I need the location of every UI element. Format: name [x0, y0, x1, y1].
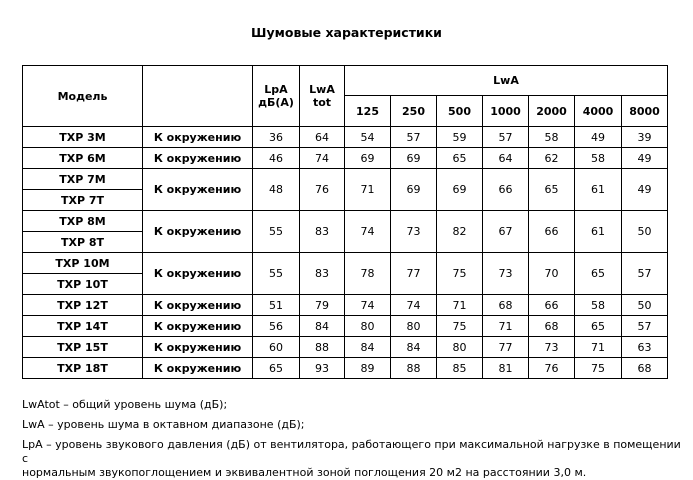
- band-cell-500: 65: [437, 148, 483, 169]
- model-cell: TXP 18T: [23, 358, 143, 379]
- band-cell-8000: 63: [622, 337, 668, 358]
- band-cell-1000: 81: [483, 358, 529, 379]
- direction-cell: К окружению: [143, 169, 253, 211]
- lpa-cell: 55: [253, 253, 300, 295]
- band-cell-2000: 58: [529, 127, 575, 148]
- lwatot-cell: 76: [300, 169, 345, 211]
- lwatot-cell: 88: [300, 337, 345, 358]
- band-header-2000: 2000: [529, 96, 575, 127]
- lpa-cell: 48: [253, 169, 300, 211]
- band-cell-1000: 73: [483, 253, 529, 295]
- band-cell-500: 71: [437, 295, 483, 316]
- table-row: [23, 295, 668, 316]
- header-model: Модель: [23, 66, 143, 127]
- lpa-cell: 55: [253, 211, 300, 253]
- note-lpa-line1: LpA – уровень звукового давления (дБ) от вентилятора, работающего при максимальной нагрузке в помещении с: [22, 438, 681, 465]
- band-cell-125: 74: [345, 211, 391, 253]
- band-cell-125: 89: [345, 358, 391, 379]
- band-cell-4000: 65: [575, 253, 622, 295]
- table-row: [23, 169, 668, 190]
- band-cell-500: 80: [437, 337, 483, 358]
- band-cell-2000: 73: [529, 337, 575, 358]
- model-cell: TXP 7M: [23, 169, 143, 190]
- band-cell-250: 84: [391, 337, 437, 358]
- direction-cell: К окружению: [143, 337, 253, 358]
- band-cell-250: 77: [391, 253, 437, 295]
- band-cell-4000: 71: [575, 337, 622, 358]
- band-cell-500: 82: [437, 211, 483, 253]
- band-cell-4000: 65: [575, 316, 622, 337]
- direction-cell: К окружению: [143, 127, 253, 148]
- header-lwatot: LwA tot: [300, 66, 345, 127]
- note-lwatot: LwAtot – общий уровень шума (дБ);: [22, 398, 228, 411]
- lpa-cell: 60: [253, 337, 300, 358]
- lwatot-cell: 93: [300, 358, 345, 379]
- band-cell-8000: 50: [622, 211, 668, 253]
- direction-cell: К окружению: [143, 148, 253, 169]
- noise-table: [22, 65, 668, 379]
- band-cell-8000: 39: [622, 127, 668, 148]
- band-cell-125: 80: [345, 316, 391, 337]
- band-cell-1000: 57: [483, 127, 529, 148]
- band-header-125: 125: [345, 96, 391, 127]
- band-cell-1000: 77: [483, 337, 529, 358]
- band-header-4000: 4000: [575, 96, 622, 127]
- lwatot-cell: 74: [300, 148, 345, 169]
- band-cell-1000: 71: [483, 316, 529, 337]
- note-lpa-line2: нормальным звукопоглощением и эквивалентной зоной поглощения 20 м2 на расстоянии 3,0 м.: [22, 466, 587, 479]
- header-lwa: LwA: [345, 66, 668, 96]
- band-cell-2000: 62: [529, 148, 575, 169]
- band-cell-125: 71: [345, 169, 391, 211]
- band-cell-250: 69: [391, 169, 437, 211]
- band-header-500: 500: [437, 96, 483, 127]
- table-row: [23, 337, 668, 358]
- lpa-cell: 51: [253, 295, 300, 316]
- band-header-250: 250: [391, 96, 437, 127]
- band-cell-1000: 64: [483, 148, 529, 169]
- direction-cell: К окружению: [143, 316, 253, 337]
- lwatot-cell: 64: [300, 127, 345, 148]
- table-body: [23, 127, 668, 379]
- band-cell-500: 85: [437, 358, 483, 379]
- lwatot-cell: 84: [300, 316, 345, 337]
- notes: [22, 398, 687, 480]
- band-cell-4000: 58: [575, 148, 622, 169]
- direction-cell: К окружению: [143, 253, 253, 295]
- header-lpa: LpA дБ(А): [253, 66, 300, 127]
- table-row: [23, 127, 668, 148]
- band-header-1000: 1000: [483, 96, 529, 127]
- header-direction: [143, 66, 253, 127]
- band-cell-8000: 68: [622, 358, 668, 379]
- band-cell-125: 69: [345, 148, 391, 169]
- direction-cell: К окружению: [143, 211, 253, 253]
- model-cell: TXP 3M: [23, 127, 143, 148]
- band-cell-500: 69: [437, 169, 483, 211]
- band-cell-125: 74: [345, 295, 391, 316]
- model-cell: TXP 12T: [23, 295, 143, 316]
- band-cell-500: 75: [437, 316, 483, 337]
- model-cell: TXP 10M: [23, 253, 143, 274]
- band-cell-2000: 68: [529, 316, 575, 337]
- band-cell-8000: 57: [622, 316, 668, 337]
- band-cell-2000: 70: [529, 253, 575, 295]
- band-cell-4000: 61: [575, 211, 622, 253]
- lpa-cell: 56: [253, 316, 300, 337]
- table-row: [23, 211, 668, 232]
- model-cell: TXP 6M: [23, 148, 143, 169]
- band-cell-2000: 76: [529, 358, 575, 379]
- lpa-cell: 65: [253, 358, 300, 379]
- table-row: [23, 148, 668, 169]
- band-cell-250: 74: [391, 295, 437, 316]
- band-cell-4000: 58: [575, 295, 622, 316]
- model-cell: TXP 8M: [23, 211, 143, 232]
- lpa-cell: 46: [253, 148, 300, 169]
- direction-cell: К окружению: [143, 358, 253, 379]
- table-row: [23, 316, 668, 337]
- band-cell-8000: 49: [622, 169, 668, 211]
- table-row: [23, 358, 668, 379]
- band-header-8000: 8000: [622, 96, 668, 127]
- band-cell-2000: 66: [529, 211, 575, 253]
- lwatot-cell: 83: [300, 253, 345, 295]
- band-cell-1000: 66: [483, 169, 529, 211]
- band-cell-125: 54: [345, 127, 391, 148]
- band-cell-4000: 61: [575, 169, 622, 211]
- table-row: [23, 253, 668, 274]
- model-cell: TXP 14T: [23, 316, 143, 337]
- model-cell: TXP 10T: [23, 274, 143, 295]
- model-cell: TXP 7T: [23, 190, 143, 211]
- band-cell-250: 88: [391, 358, 437, 379]
- band-cell-125: 78: [345, 253, 391, 295]
- band-cell-250: 69: [391, 148, 437, 169]
- note-lwa: LwA – уровень шума в октавном диапазоне (дБ);: [22, 418, 305, 431]
- band-cell-8000: 57: [622, 253, 668, 295]
- band-cell-1000: 68: [483, 295, 529, 316]
- band-cell-8000: 49: [622, 148, 668, 169]
- band-cell-4000: 75: [575, 358, 622, 379]
- band-cell-2000: 66: [529, 295, 575, 316]
- band-cell-4000: 49: [575, 127, 622, 148]
- direction-cell: К окружению: [143, 295, 253, 316]
- lwatot-cell: 79: [300, 295, 345, 316]
- band-cell-500: 75: [437, 253, 483, 295]
- page-title: Шумовые характеристики: [251, 25, 442, 40]
- model-cell: TXP 8T: [23, 232, 143, 253]
- band-cell-250: 80: [391, 316, 437, 337]
- band-cell-8000: 50: [622, 295, 668, 316]
- band-cell-2000: 65: [529, 169, 575, 211]
- band-cell-125: 84: [345, 337, 391, 358]
- band-cell-1000: 67: [483, 211, 529, 253]
- band-cell-250: 57: [391, 127, 437, 148]
- lpa-cell: 36: [253, 127, 300, 148]
- model-cell: TXP 15T: [23, 337, 143, 358]
- band-cell-250: 73: [391, 211, 437, 253]
- lwatot-cell: 83: [300, 211, 345, 253]
- band-cell-500: 59: [437, 127, 483, 148]
